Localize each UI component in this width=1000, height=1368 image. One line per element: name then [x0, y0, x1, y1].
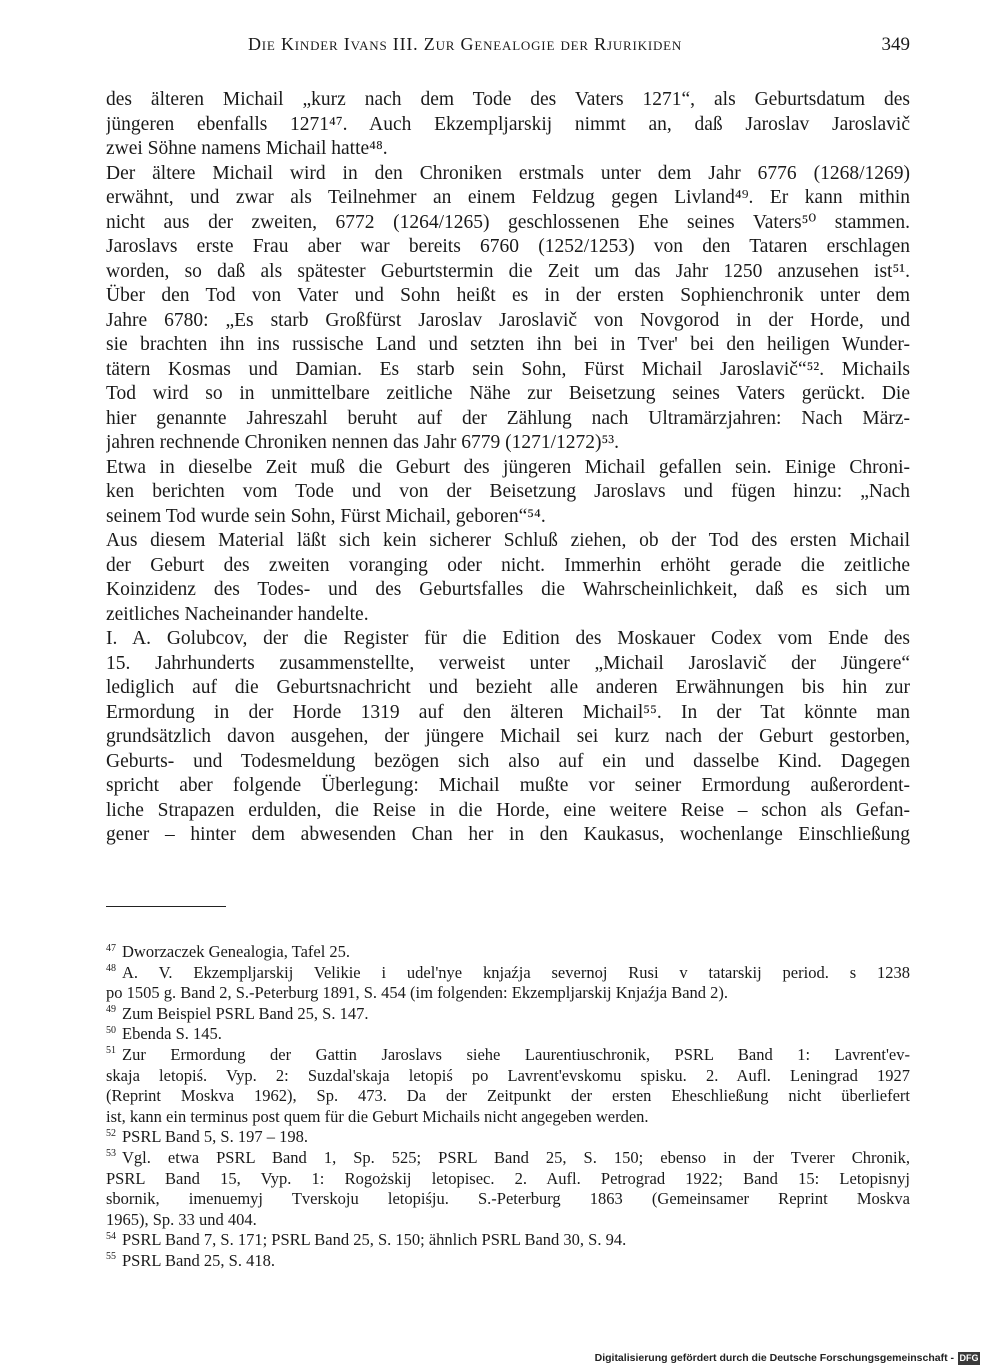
footnote-55	[106, 1251, 910, 1272]
digitization-footer	[594, 1352, 980, 1368]
footnote-number: 55	[106, 1251, 116, 1263]
footnote-53-cont	[106, 1210, 910, 1231]
body-text	[106, 88, 910, 848]
footnote-text: Zum Beispiel PSRL Band 25, S. 147.	[122, 1003, 369, 1023]
body-line: seinem Tod wurde sein Sohn, Fürst Michail, geboren“⁵⁴.	[106, 505, 546, 527]
footnote-51	[106, 1045, 910, 1066]
body-line: zeitliches Nacheinander handelte.	[106, 603, 369, 625]
body-line: Über den Tod von Vater und Sohn heißt es in der ersten Sophienchronik unter dem	[106, 285, 910, 306]
footnote-number: 49	[106, 1004, 116, 1016]
footnote-text: PSRL Band 5, S. 197 – 198.	[122, 1127, 308, 1147]
body-line: grundsätzlich davon ausgehen, der jüngere Michail sei kurz nach der Geburt gestorben,	[106, 726, 910, 747]
footnote-number: 51	[106, 1045, 116, 1057]
body-line: zwei Söhne namens Michail hatte⁴⁸.	[106, 138, 388, 159]
footnote-number: 52	[106, 1127, 116, 1139]
body-line: jüngeren ebenfalls 1271⁴⁷. Auch Ekzempljarskij nimmt an, daß Jaroslav Jaroslavič	[106, 113, 910, 135]
footnote-48	[106, 963, 910, 984]
body-line: ken berichten vom Tode und von der Beisetzung Jaroslavs und fügen hinzu: „Nach	[106, 481, 910, 502]
footnote-49	[106, 1004, 910, 1025]
running-title: Die Kinder Ivans III. Zur Genealogie der Rjurikiden	[248, 34, 683, 54]
body-line: 15. Jahrhunderts zusammenstellte, verweist unter „Michail Jaroslavič der Jüngere“	[106, 652, 910, 674]
body-line: I. A. Golubcov, der die Register für die Edition des Moskauer Codex vom Ende des	[106, 628, 910, 649]
body-line: Tod wird so in unmittelbare zeitliche Nähe zur Beisetzung seines Vaters gerückt. Die	[106, 383, 910, 404]
footnote-text: Zur Ermordung der Gattin Jaroslavs siehe Laurentiuschronik, PSRL Band 1: Lavrent'ev-	[122, 1044, 910, 1064]
footnote-53-cont	[106, 1189, 910, 1210]
body-line: liche Strapazen erdulden, die Reise in die Horde, eine weitere Reise – schon als Gefan-	[106, 799, 910, 821]
body-line: Jaroslavs erste Frau aber war bereits 6760 (1252/1253) von den Tataren erschlagen	[106, 236, 910, 257]
footnote-text: 1965), Sp. 33 und 404.	[106, 1209, 257, 1229]
body-line: sie brachten ihn ins russische Land und setzten ihn bei in Tver' bei den heiligen Wunder-	[106, 334, 910, 355]
body-line: nicht aus der zweiten, 6772 (1264/1265) geschlossenen Ehe seines Vaters⁵⁰ stammen.	[106, 211, 910, 233]
dfg-credit: Digitalisierung gefördert durch die Deutsche Forschungsgemeinschaft -	[594, 1352, 954, 1364]
footnote-51-cont	[106, 1107, 910, 1128]
body-line: Jahre 6780: „Es starb Großfürst Jaroslav Jaroslavič von Novgorod in der Horde, und	[106, 309, 910, 331]
footnote-text: PSRL Band 7, S. 171; PSRL Band 25, S. 150; ähnlich PSRL Band 30, S. 94.	[122, 1230, 627, 1250]
footnote-51-cont	[106, 1086, 910, 1107]
footnote-text: Vgl. etwa PSRL Band 1, Sp. 525; PSRL Band 25, S. 150; ebenso in der Tverer Chronik,	[122, 1147, 910, 1167]
footnote-54	[106, 1230, 910, 1251]
footnote-text: po 1505 g. Band 2, S.-Peterburg 1891, S. 454 (im folgenden: Ekzempljarskij Knjaźja Band 2).	[106, 983, 729, 1003]
footnote-50	[106, 1024, 910, 1045]
footnote-48-cont	[106, 983, 910, 1004]
body-line: Koinzidenz des Todes- und des Geburtsfalles die Wahrscheinlichkeit, daß es sich um	[106, 579, 910, 600]
footnote-number: 53	[106, 1148, 116, 1160]
footnote-number: 47	[106, 942, 116, 954]
footnote-text: PSRL Band 15, Vyp. 1: Rogożskij letopisec. 2. Aufl. Petrograd 1922; Band 15: Letopisnyj	[106, 1168, 910, 1188]
footnote-53	[106, 1148, 910, 1169]
body-line: der Geburt des zweiten voranging oder nicht. Immerhin erhöht gerade die zeitliche	[106, 554, 910, 576]
footnote-text: sbornik, imenuemyj Tverskoju letopiśju. S.-Peterburg 1863 (Gemeinsamer Reprint Moskva	[106, 1189, 910, 1209]
footnote-text: Dworzaczek Genealogia, Tafel 25.	[122, 942, 351, 961]
footnote-text: (Reprint Moskva 1962), Sp. 473. Da der Zeitpunkt der ersten Eheschließung nicht überliefert	[106, 1086, 910, 1106]
body-line: gener – hinter dem abwesenden Chan her in den Kaukasus, wochenlange Einschließung	[106, 824, 910, 845]
footnote-text: skaja letopiś. Vyp. 2: Suzdal'skaja letopiś po Lavrent'evskomu spisku. 2. Aufl. Leningrad 1927	[106, 1065, 910, 1085]
body-line: des älteren Michail „kurz nach dem Tode des Vaters 1271“, als Geburtsdatum des	[106, 89, 910, 110]
body-line: Aus diesem Material läßt sich kein sicherer Schluß ziehen, ob der Tod des ersten Michail	[106, 530, 910, 551]
page-number: 349	[881, 34, 910, 55]
body-line: hier genannte Jahreszahl beruht auf der Zählung nach Ultramärzjahren: Nach März-	[106, 407, 910, 429]
footnote-52	[106, 1127, 910, 1148]
footnotes	[106, 942, 910, 1272]
body-line: tätern Kosmas und Damian. Es starb sein Sohn, Fürst Michail Jaroslavič“⁵². Michails	[106, 358, 910, 380]
body-line: Der ältere Michail wird in den Chroniken erstmals unter dem Jahr 6776 (1268/1269)	[106, 162, 910, 184]
footnote-number: 54	[106, 1230, 116, 1242]
footnote-text: PSRL Band 25, S. 418.	[122, 1250, 275, 1270]
footnote-number: 50	[106, 1024, 116, 1036]
body-line: Etwa in dieselbe Zeit muß die Geburt des jüngeren Michail gefallen sein. Einige Chroni-	[106, 456, 910, 478]
body-line: worden, so daß als spätester Geburtstermin die Zeit um das Jahr 1250 anzusehen ist⁵¹.	[106, 260, 910, 282]
body-line: jahren rechnende Chroniken nennen das Jahr 6779 (1271/1272)⁵³.	[106, 432, 619, 453]
dfg-logo-icon: DFG	[959, 1353, 979, 1363]
footnote-text: Ebenda S. 145.	[122, 1024, 222, 1044]
footnote-47	[106, 942, 910, 963]
page-header	[248, 34, 910, 58]
body-line: erwähnt, und zwar als Teilnehmer an einem Feldzug gegen Livland⁴⁹. Er kann mithin	[106, 187, 910, 208]
body-line: spricht aber folgende Überlegung: Michail mußte vor seiner Ermordung außerordent-	[106, 775, 910, 796]
body-line: Geburts- und Todesmeldung bezögen sich also auf ein und dasselbe Kind. Dagegen	[106, 750, 910, 772]
footnote-53-cont	[106, 1169, 910, 1190]
body-line: Ermordung in der Horde 1319 auf den älteren Michail⁵⁵. In der Tat könnte man	[106, 701, 910, 723]
body-line: lediglich auf die Geburtsnachricht und bezieht alle anderen Erwähnungen bis hin zur	[106, 677, 910, 698]
footnote-51-cont	[106, 1066, 910, 1087]
footnote-text: ist, kann ein terminus post quem für die Geburt Michails nicht angegeben werden.	[106, 1106, 649, 1126]
footnote-text: A. V. Ekzempljarskij Velikie i udel'nye knjaźja severnoj Rusi v tatarskij period. s 1238	[122, 962, 910, 982]
footnote-number: 48	[106, 963, 116, 975]
footnote-divider	[106, 906, 226, 907]
